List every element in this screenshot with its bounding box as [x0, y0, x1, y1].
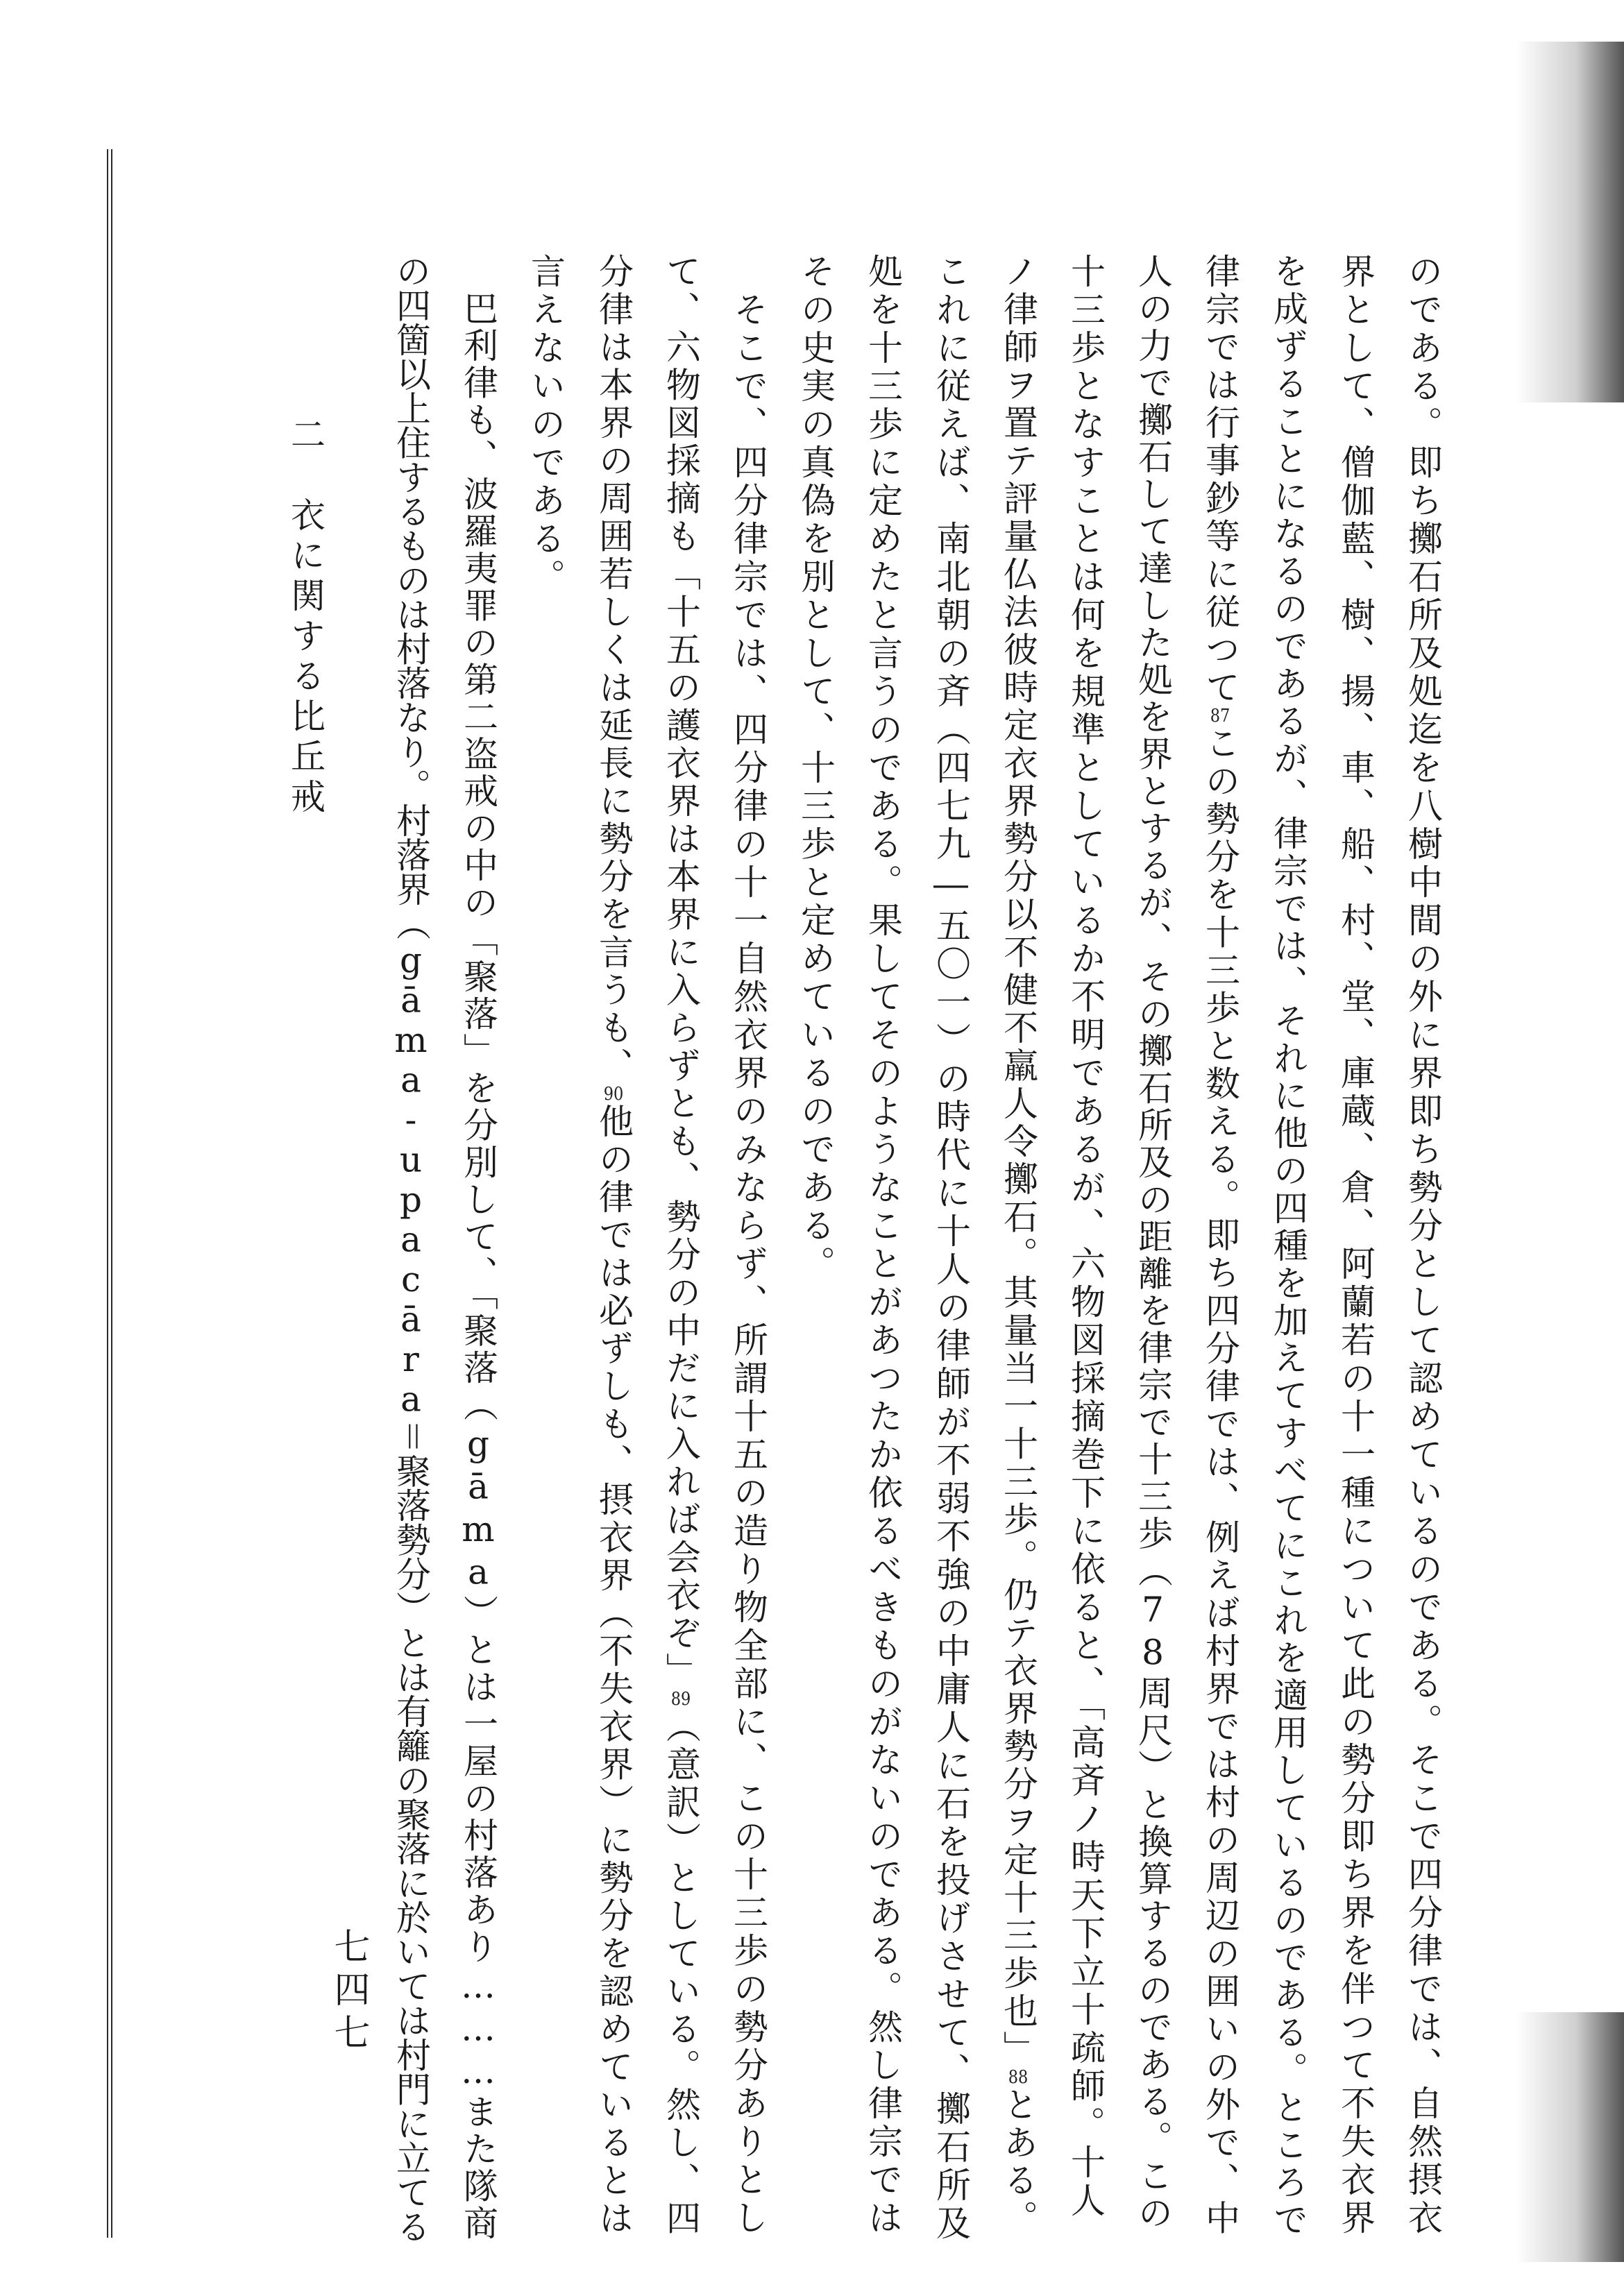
text-column	[591, 253, 636, 2238]
text-column	[1266, 253, 1310, 2239]
text-column	[389, 253, 433, 2243]
footnote-ref: 87	[1210, 707, 1230, 725]
text-run: 言えないのである。	[525, 253, 566, 597]
text-run: を成ずることになるのであるが、律宗では、それに他の四種を加えてすべてにこれを適用しているのである。ところで	[1268, 253, 1308, 2239]
text-run: これに従えば、南北朝の斉（四七九―五〇一）の時代に十人の律師が不弱不強の中庸人に石を投げさせて、擲石所及	[931, 253, 971, 2243]
text-run: て、六物図採摘も「十五の護衣界は本界に入らずとも、勢分の中だに入れば会衣ぞ」	[661, 253, 701, 1690]
text-column	[726, 253, 770, 2238]
text-run: ノ律師ヲ置テ評量仏法彼時定衣界勢分以不健不羸人令擲石。其量当一十三歩。仍テ衣界勢分ヲ定十三歩也」	[998, 253, 1038, 2068]
text-column	[659, 253, 703, 2238]
text-column	[996, 253, 1040, 2238]
text-column	[861, 253, 905, 2238]
text-column	[1063, 253, 1108, 2220]
text-run: 界として、僧伽藍、樹、揚、車、船、村、堂、庫蔵、倉、阿蘭若の十一種について此の勢分即ち界を伴つて不失衣界	[1335, 253, 1376, 2238]
text-run: 人の力で擲石して達した処を界とするが、その擲石所及の距離を律宗で十三歩（78周尺）と換算するのである。この	[1133, 253, 1173, 2232]
footnote-ref: 89	[670, 1690, 691, 1708]
text-run: 分律は本界の周囲若しくは延長に勢分を言うも、	[593, 253, 634, 1085]
text-column	[1401, 253, 1445, 2238]
text-column	[1131, 253, 1175, 2232]
text-run: この勢分を十三歩と数える。即ち四分律では、例えば村界では村の周辺の囲いの外で、中	[1200, 725, 1240, 2238]
scan-edge-shadow	[1516, 42, 1624, 402]
text-column	[523, 253, 568, 597]
scan-edge-shadow	[1516, 2012, 1624, 2262]
text-run: 他の律では必ずしも、摂衣界（不失衣界）に勢分を認めているとは	[593, 1103, 634, 2238]
binding-line	[107, 149, 108, 2238]
text-run: その史実の真偽を別として、十三歩と定めているのである。	[795, 253, 836, 1284]
text-run: 律宗では行事鈔等に従つて	[1200, 253, 1240, 707]
page-number: 七四七	[328, 1928, 369, 2057]
text-run: 巴利律も、波羅夷罪の第二盗戒の中の「聚落」を分別して、「聚落（gāma）とは一屋の村落あり………また隊商	[458, 253, 498, 2243]
text-column	[793, 253, 838, 1284]
text-run: とある。	[998, 2086, 1038, 2238]
running-head: 二 衣に関する比丘戒	[285, 416, 325, 819]
footnote-ref: 90	[603, 1085, 624, 1103]
text-run: そこで、四分律宗では、四分律の十一自然衣界のみならず、所謂十五の造り物全部に、この十三歩の勢分ありとし	[728, 253, 768, 2238]
text-column	[456, 253, 500, 2243]
binding-line	[111, 149, 112, 2238]
text-run: 処を十三歩に定めたと言うのである。果してそのようなことがあつたか依るべきものがないのである。然し律宗では	[863, 253, 903, 2238]
text-run: の四箇以上住するものは村落なり。村落界（gāma-upacāra＝聚落勢分）とは有籬の聚落に於いては村門に立てる	[391, 253, 431, 2243]
text-column	[1333, 253, 1378, 2238]
footnote-ref: 88	[1008, 2068, 1029, 2086]
text-column	[1198, 253, 1242, 2238]
text-run: 十三歩となすことは何を規準としているか不明であるが、六物図採摘巻下に依ると、「高斉ノ時天下立十疏師。十人	[1065, 253, 1106, 2220]
text-run: のである。即ち擲石所及処迄を八樹中間の外に界即ち勢分として認めているのである。そこで四分律では、自然摂衣	[1403, 253, 1443, 2238]
text-column	[929, 253, 973, 2243]
text-run: （意訳）としている。然し、四	[661, 1708, 701, 2238]
